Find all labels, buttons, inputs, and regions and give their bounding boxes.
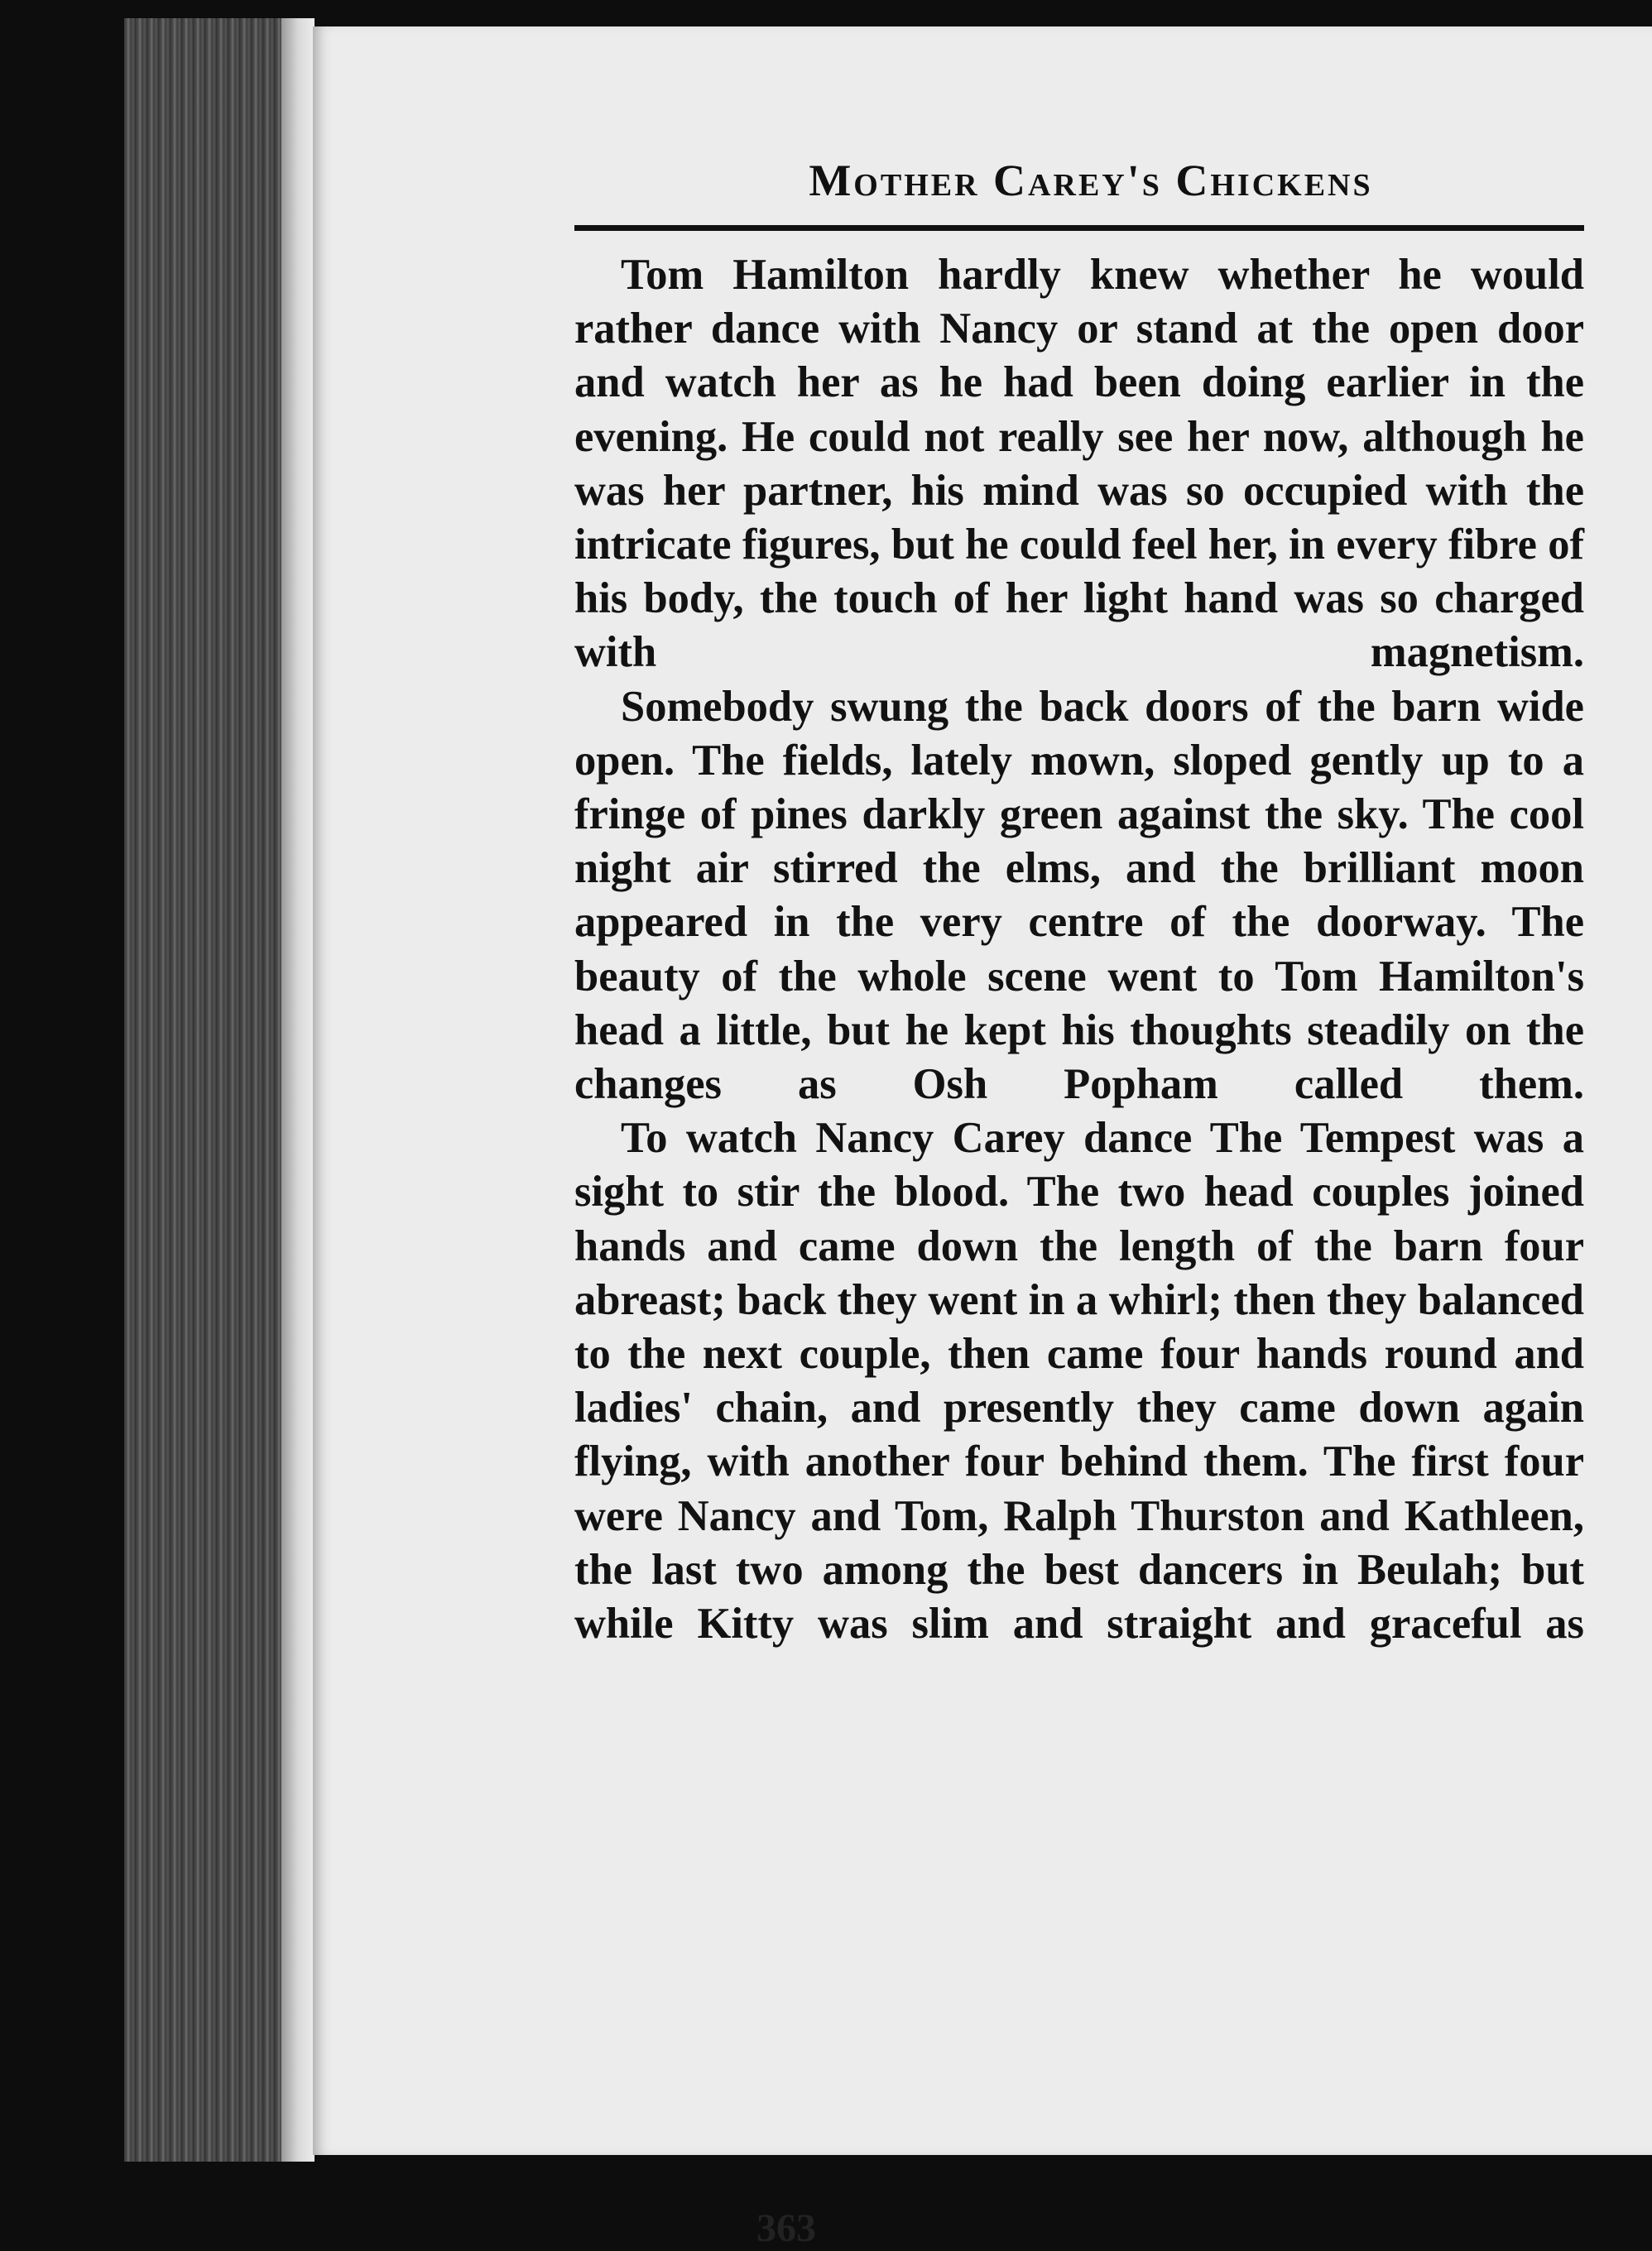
running-header: Mother Carey's Chickens: [809, 156, 1373, 205]
paragraph-2: Somebody swung the back doors of the barn wide open. The fields, lately mown, sloped gently up to a fringe of pines darkly green against the sky. The cool night air stirred the elms, and the brilliant moon appeared in the very centre of the doorway. The beauty of the whole scene went to Tom Hamilton's head a little, but he kept his thoughts steadily on the changes as Osh Popham called them.: [574, 682, 1584, 1109]
header-rule: [574, 225, 1584, 231]
paragraph-3: To watch Nancy Carey dance The Tempest was a sight to stir the blood. The two head couples joined hands and came down the length of the barn four abreast; back they went in a whirl; then they balanced to the next couple, then came four hands round and ladies' chain, and presently they came down again flying, with another four behind them. The first four were Nancy and Tom, Ralph Thurston and Kathleen, the last two among the best dancers in Beulah; but while Kitty was slim and straight and graceful as: [574, 1114, 1584, 1649]
body-text: [574, 248, 1584, 1651]
book-page-edges: [124, 18, 315, 2162]
page-number: 363: [756, 2206, 816, 2250]
book-page: [313, 26, 1652, 2155]
paragraph-1: Tom Hamilton hardly knew whether he would rather dance with Nancy or stand at the open door and watch her as he had been doing earlier in the evening. He could not really see her now, although he was her partner, his mind was so occupied with the intricate figures, but he could feel her, in every fibre of his body, the touch of her light hand was so charged with magnetism.: [574, 251, 1584, 677]
